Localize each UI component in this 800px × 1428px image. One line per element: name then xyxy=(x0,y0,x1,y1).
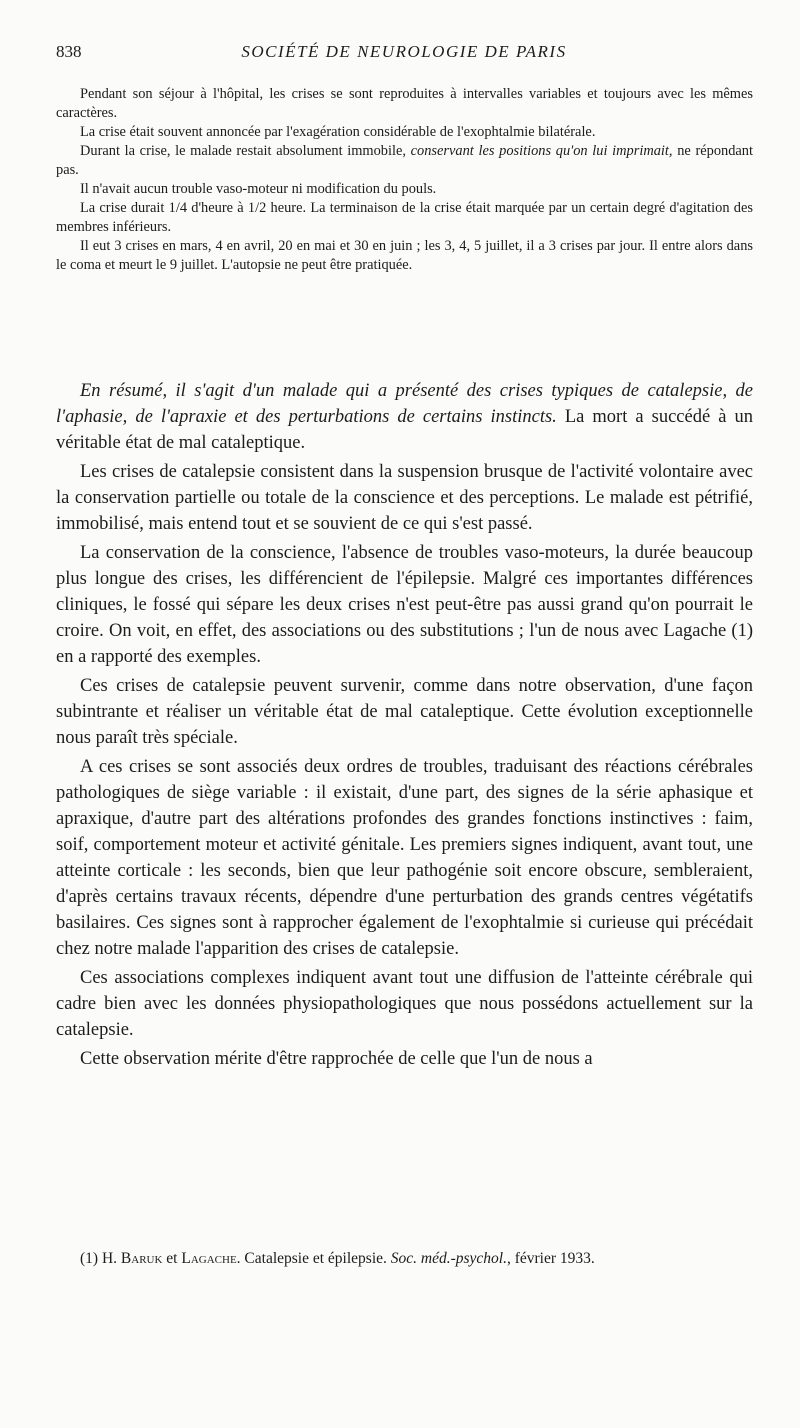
summary-paragraph xyxy=(56,378,753,456)
observation-paragraph: Il n'avait aucun trouble vaso-moteur ni modification du pouls. xyxy=(80,181,437,197)
summary-italic-run: En résumé, il s'agit d'un malade qui a présenté des crises typiques de catalepsie, de l'aphasie, de l'apraxie et des perturbations de certains instincts. xyxy=(56,381,753,427)
discussion-paragraph: Ces associations complexes indiquent avant tout une diffusion de l'atteinte cérébrale qui cadre bien avec les données physiopathologiques que nous possédons actuellement sur la catalepsie. xyxy=(56,968,753,1040)
footnote xyxy=(56,1249,753,1269)
observation-paragraph: La crise était souvent annoncée par l'exagération considérable de l'exophtalmie bilatérale. xyxy=(80,124,596,140)
observation-paragraph xyxy=(56,142,753,180)
running-title: SOCIÉTÉ DE NEUROLOGIE DE PARIS xyxy=(241,42,567,61)
page-header xyxy=(56,42,752,64)
footnote-conjunction: et xyxy=(162,1250,182,1267)
observation-italic-run: conservant les positions qu'on lui imprimait, xyxy=(410,143,673,159)
observation-paragraph: Pendant son séjour à l'hôpital, les crises se sont reproduites à intervalles variables et toujours avec les mêmes caractères. xyxy=(56,86,753,121)
footnote-author: Lagache xyxy=(181,1250,237,1267)
discussion-paragraph: A ces crises se sont associés deux ordres de troubles, traduisant des réactions cérébrales pathologiques de siège variable : il existait, d'une part, des signes de la série aphasique et apraxique, d'autre part des altérations profondes des grandes fonctions instinctives : faim, soif, comportement moteur et activité génitale. Les premiers signes indiquent, avant tout, une atteinte corticale : les seconds, bien que leur pathogénie soit encore obscure, sembleraient, d'après certains travaux récents, dépendre d'une perturbation des grands centres végétatifs basilaires. Ces signes sont à rapprocher également de l'exophtalmie si curieuse qui précédait chez notre malade l'apparition des crises de catalepsie. xyxy=(56,757,753,959)
footnote-journal: Soc. méd.-psychol. xyxy=(390,1250,507,1267)
footnote-marker: (1) H. xyxy=(80,1250,121,1267)
discussion-paragraph: La conservation de la conscience, l'absence de troubles vaso-moteurs, la durée beaucoup plus longue des crises, les différencient de l'épilepsie. Malgré ces importantes différences cliniques, le fossé qui sépare les deux crises n'est peut-être pas aussi grand qu'on pourrait le croire. On voit, en effet, des associations ou des substitutions ; l'un de nous avec Lagache (1) en a rapporté des exemples. xyxy=(56,543,753,667)
discussion-paragraph: Les crises de catalepsie consistent dans la suspension brusque de l'activité volontaire avec la conservation partielle ou totale de la conscience et des perceptions. Le malade est pétrifié, immobilisé, mais entend tout et se souvient de ce qui s'est passé. xyxy=(56,462,753,534)
observation-text-run: Durant la crise, le malade restait absolument immobile, xyxy=(80,143,411,159)
summary-text-run: La mort a succédé à un véritable état de mal cataleptique. xyxy=(56,407,753,453)
page-number: 838 xyxy=(56,42,82,61)
footnote-author: Baruk xyxy=(120,1250,163,1267)
discussion-paragraph: Cette observation mérite d'être rapprochée de celle que l'un de nous a xyxy=(80,1049,593,1069)
footnote-date: , février 1933. xyxy=(506,1250,595,1267)
discussion-paragraph: Ces crises de catalepsie peuvent survenir, comme dans notre observation, d'une façon subintrante et réaliser un véritable état de mal cataleptique. Cette évolution exceptionnelle nous paraît très spéciale. xyxy=(56,676,753,748)
observation-text-run: ne répondant pas. xyxy=(56,143,753,178)
discussion-text xyxy=(56,378,753,1072)
observation-text xyxy=(56,85,753,275)
observation-paragraph: La crise durait 1/4 d'heure à 1/2 heure. La terminaison de la crise était marquée par un certain degré d'agitation des membres inférieurs. xyxy=(56,200,753,235)
footnote-title: . Catalepsie et épilepsie. xyxy=(236,1250,391,1267)
observation-paragraph: Il eut 3 crises en mars, 4 en avril, 20 en mai et 30 en juin ; les 3, 4, 5 juillet, il a 3 crises par jour. Il entre alors dans le coma et meurt le 9 juillet. L'autopsie ne peut être pratiquée. xyxy=(56,238,753,273)
